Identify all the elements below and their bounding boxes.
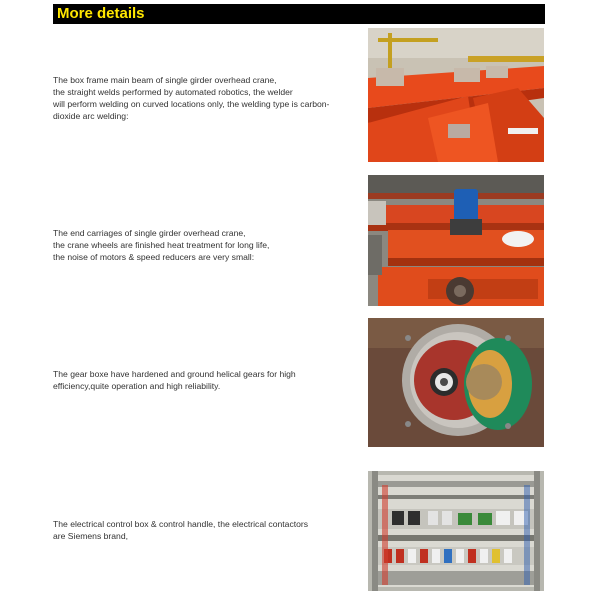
detail-section-main-beam (53, 28, 545, 162)
header-bar (53, 4, 545, 24)
detail-section-electrical (53, 471, 545, 591)
detail-description: The electrical control box & control handle, the electrical contactors are Siemens brand, (53, 519, 309, 541)
end-carriages-photo (368, 175, 544, 306)
electrical-cabinet-photo (368, 471, 544, 591)
detail-description: The end carriages of single girder overhead crane, the crane wheels are finished heat treatment for long life, the noise of motors & speed reducers are very small: (53, 228, 270, 262)
detail-description: The box frame main beam of single girder overhead crane, the straight welds performed by automated robotics, the welder will perform welding on curved locations only, the welding type is carbon- dioxide arc welding: (53, 75, 330, 121)
detail-section-gearbox (53, 318, 545, 447)
detail-section-end-carriages (53, 175, 545, 306)
gearbox-photo (368, 318, 544, 447)
page-title: More details (57, 5, 145, 22)
detail-description: The gear boxe have hardened and ground helical gears for high efficiency,quite operation and high reliability. (53, 369, 296, 391)
main-beam-photo (368, 28, 544, 162)
